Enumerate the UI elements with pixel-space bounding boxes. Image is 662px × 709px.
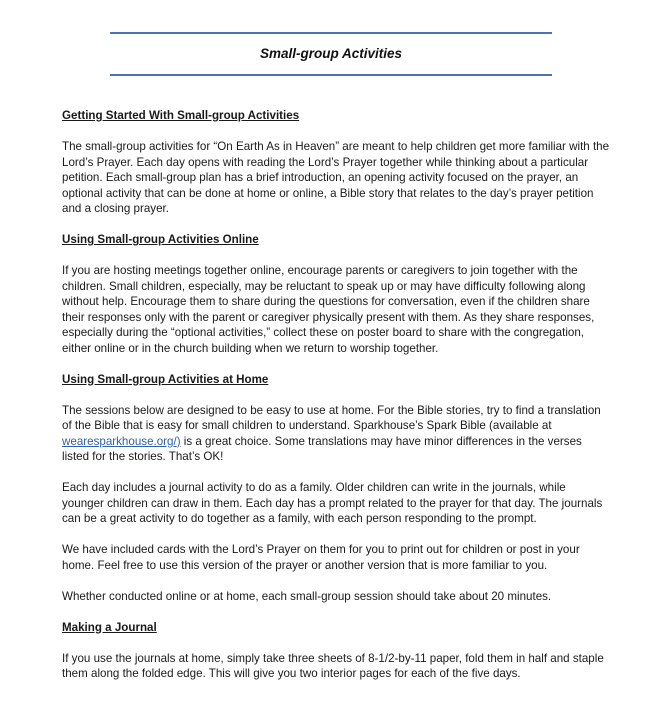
paragraph-text: is a great choice. Some translations may have minor differences in the verses listed for the stories. That’s OK! xyxy=(62,434,582,463)
section-heading-journal: Making a Journal xyxy=(62,620,157,634)
paragraph xyxy=(62,403,610,465)
paragraph: Each day includes a journal activity to do as a family. Older children can write in the journals, while younger children can draw in them. Each day has a prompt related to the prayer for that day. The journals can be a great activity to do together as a family, with each person responding to the prompt. xyxy=(62,481,603,525)
paragraph: If you are hosting meetings together online, encourage parents or caregivers to join together with the children. Small children, especially, may be reluctant to speak up or may have difficulty following along without help. Encourage them to share during the questions for conversation, even if the children share their responses only with the parent or caregiver physically present with them. As they share responses, especially during the “optional activities,” collect these on poster board to share with the congregation, either online or in the church building when we return to worship together. xyxy=(62,264,595,355)
title-bottom-rule xyxy=(110,74,552,76)
paragraph-text: The sessions below are designed to be easy to use at home. For the Bible stories, try to find a translation of the Bible that is easy for small children to understand. Sparkhouse’s Spark Bible (available at xyxy=(62,403,601,432)
sparkhouse-link[interactable]: wearesparkhouse.org/) xyxy=(62,434,181,448)
document-body xyxy=(62,108,610,697)
paragraph: Whether conducted online or at home, each small-group session should take about 20 minutes. xyxy=(62,589,552,603)
section-heading-getting-started: Getting Started With Small-group Activities xyxy=(62,109,300,122)
title-top-rule xyxy=(110,32,552,34)
paragraph: We have included cards with the Lord’s Prayer on them for you to print out for children or post in your home. Feel free to use this version of the prayer or another version that is more familiar to you. xyxy=(62,543,580,572)
page-title: Small-group Activities xyxy=(259,46,403,61)
paragraph: If you use the journals at home, simply take three sheets of 8-1/2-by-11 paper, fold them in half and staple them along the folded edge. This will give you two interior pages for each of the five days. xyxy=(62,651,604,680)
paragraph: The small-group activities for “On Earth As in Heaven” are meant to help children get more familiar with the Lord’s Prayer. Each day opens with reading the Lord’s Prayer together while thinking about a particular petition. Each small-group plan has a brief introduction, an opening activity focused on the prayer, an optional activity that can be done at home or online, a Bible story that relates to the day’s prayer petition and a closing prayer. xyxy=(62,140,610,215)
section-heading-online: Using Small-group Activities Online xyxy=(62,233,259,246)
section-heading-at-home: Using Small-group Activities at Home xyxy=(62,372,269,386)
